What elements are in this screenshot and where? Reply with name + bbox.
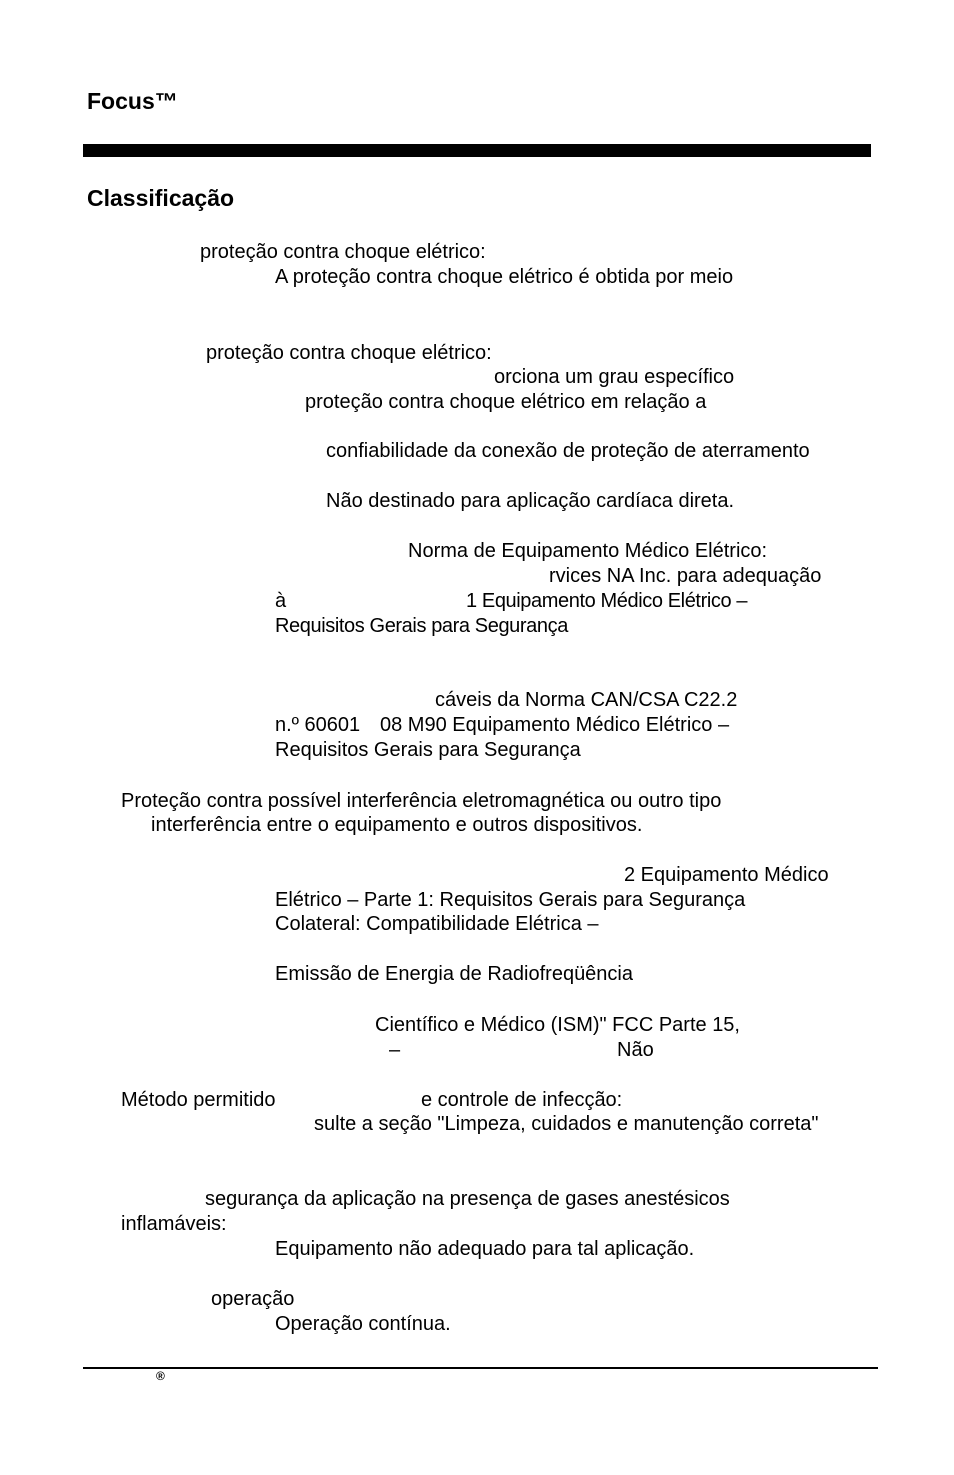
text-line: operação	[211, 1288, 295, 1310]
text-line: Requisitos Gerais para Segurança	[275, 615, 568, 637]
text-line: Proteção contra possível interferência eletromagnética ou outro tipo	[121, 790, 722, 812]
text-line: Emissão de Energia de Radiofreqüência	[275, 963, 633, 985]
text-line: Colateral: Compatibilidade Elétrica –	[275, 913, 599, 935]
text-line: inflamáveis:	[121, 1213, 227, 1235]
text-line: proteção contra choque elétrico:	[206, 342, 492, 364]
text-line: proteção contra choque elétrico:	[200, 241, 486, 263]
text-line: Método permitido	[121, 1089, 276, 1111]
text-line: interferência entre o equipamento e outros dispositivos.	[151, 814, 643, 836]
text-line: Norma de Equipamento Médico Elétrico:	[408, 540, 768, 562]
text-line: sulte a seção "Limpeza, cuidados e manutenção correta"	[314, 1113, 819, 1135]
registered-trademark-mark: ®	[156, 1369, 165, 1383]
text-line: cáveis da Norma CAN/CSA C22.2	[435, 689, 738, 711]
text-line: Equipamento não adequado para tal aplicação.	[275, 1238, 695, 1260]
text-line: 08 M90 Equipamento Médico Elétrico –	[380, 714, 730, 736]
document-header-title: Focus™	[87, 88, 178, 114]
text-line: Operação contínua.	[275, 1313, 451, 1335]
text-line: Científico e Médico (ISM)" FCC Parte 15,	[375, 1014, 740, 1036]
text-line: n.º 60601	[275, 714, 361, 736]
text-line: rvices NA Inc. para adequação	[549, 565, 822, 587]
text-line: –	[389, 1039, 401, 1061]
section-title: Classificação	[87, 185, 235, 211]
header-divider-bar	[83, 144, 871, 157]
text-line: orciona um grau específico	[494, 366, 735, 388]
text-line: 2 Equipamento Médico	[624, 864, 829, 886]
text-line: Não destinado para aplicação cardíaca direta.	[326, 490, 735, 512]
text-line: Não	[617, 1039, 654, 1061]
text-line: proteção contra choque elétrico em relação a	[305, 391, 707, 413]
text-line: Requisitos Gerais para Segurança	[275, 739, 581, 761]
footer-rule	[83, 1367, 878, 1369]
text-line: A proteção contra choque elétrico é obtida por meio	[275, 266, 734, 288]
text-line: e controle de infecção:	[421, 1089, 623, 1111]
text-line: à	[275, 590, 287, 612]
text-line: 1 Equipamento Médico Elétrico –	[466, 590, 748, 612]
text-line: Elétrico – Parte 1: Requisitos Gerais para Segurança	[275, 889, 746, 911]
text-line: confiabilidade da conexão de proteção de aterramento	[326, 440, 810, 462]
text-line: segurança da aplicação na presença de gases anestésicos	[205, 1188, 730, 1210]
